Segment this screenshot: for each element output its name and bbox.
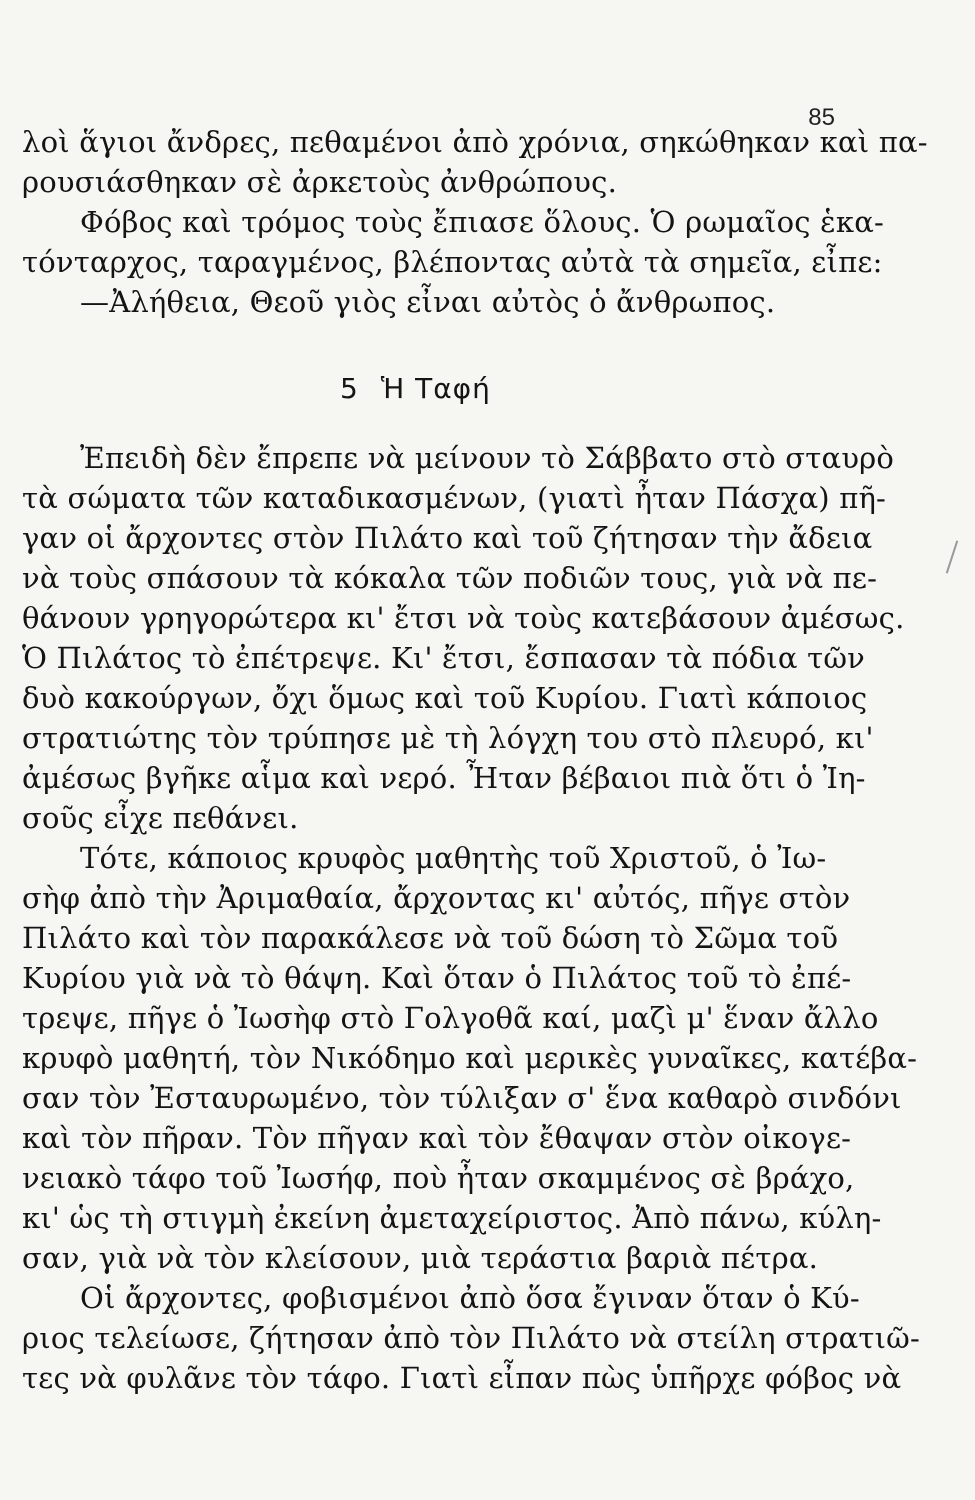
text-line: Ὁ Πιλάτος τὸ ἐπέτρεψε. Κι' ἔτσι, ἔσπασαν τὰ πόδια τῶν	[22, 641, 865, 675]
text-line: —Ἀλήθεια, Θεοῦ γιὸς εἶναι αὐτὸς ὁ ἄνθρωπος.	[80, 285, 776, 319]
text-line: ρουσιάσθηκαν σὲ ἀρκετοὺς ἀνθρώπους.	[22, 165, 618, 199]
text-line: Φόβος καὶ τρόμος τοὺς ἔπιασε ὅλους. Ὁ ρωμαῖος ἑκα-	[80, 205, 884, 239]
text-line: τὰ σώματα τῶν καταδικασμένων, (γιατὶ ἦταν Πάσχα) πῆ-	[22, 481, 887, 515]
text-line: δυὸ κακούργων, ὄχι ὅμως καὶ τοῦ Κυρίου. Γιατὶ κάποιος	[22, 681, 868, 715]
text-line: σαν τὸν Ἐσταυρωμένο, τὸν τύλιξαν σ' ἕνα καθαρὸ σινδόνι	[22, 1081, 902, 1115]
text-line: θάνουν γρηγορώτερα κι' ἔτσι νὰ τοὺς κατεβάσουν ἀμέσως.	[22, 601, 905, 635]
text-line: Τότε, κάποιος κρυφὸς μαθητὴς τοῦ Χριστοῦ, ὁ Ἰω-	[80, 841, 827, 875]
text-line: σοῦς εἶχε πεθάνει.	[22, 801, 299, 835]
page-number: 85	[808, 104, 835, 131]
body-paragraphs	[22, 438, 921, 1398]
text-line: Κυρίου γιὰ νὰ τὸ θάψη. Καὶ ὅταν ὁ Πιλάτος τοῦ τὸ ἐπέ-	[22, 961, 852, 995]
text-line: Οἱ ἄρχοντες, φοβισμένοι ἀπὸ ὅσα ἔγιναν ὅταν ὁ Κύ-	[80, 1281, 860, 1315]
text-line: κρυφὸ μαθητή, τὸν Νικόδημο καὶ μερικὲς γυναῖκες, κατέβα-	[22, 1041, 918, 1075]
text-line: σὴφ ἀπὸ τὴν Ἀριμαθαία, ἄρχοντας κι' αὐτός, πῆγε στὸν	[22, 881, 851, 915]
text-line: λοὶ ἅγιοι ἄνδρες, πεθαμένοι ἀπὸ χρόνια, σηκώθηκαν καὶ πα-	[22, 125, 928, 159]
text-line: κι' ὡς τὴ στιγμὴ ἐκείνη ἀμεταχείριστος. Ἀπὸ πάνω, κύλη-	[22, 1201, 882, 1235]
text-line: τρεψε, πῆγε ὁ Ἰωσὴφ στὸ Γολγοθᾶ καί, μαζὶ μ' ἕναν ἄλλο	[22, 1001, 879, 1035]
section-number: 5	[340, 372, 359, 405]
text-line: νειακὸ τάφο τοῦ Ἰωσήφ, ποὺ ἦταν σκαμμένος σὲ βράχο,	[22, 1161, 855, 1195]
text-line: νὰ τοὺς σπάσουν τὰ κόκαλα τῶν ποδιῶν τους, γιὰ νὰ πε-	[22, 561, 878, 595]
text-line: τόνταρχος, ταραγμένος, βλέποντας αὐτὰ τὰ σημεῖα, εἶπε:	[22, 245, 883, 279]
text-line: ἀμέσως βγῆκε αἷμα καὶ νερό. Ἦταν βέβαιοι πιὰ ὅτι ὁ Ἰη-	[22, 761, 866, 795]
text-line: ριος τελείωσε, ζήτησαν ἀπὸ τὸν Πιλάτο νὰ στείλη στρατιῶ-	[22, 1321, 921, 1355]
text-line: καὶ τὸν πῆραν. Τὸν πῆγαν καὶ τὸν ἔθαψαν στὸν οἰκογε-	[22, 1121, 852, 1155]
text-line: γαν οἱ ἄρχοντες στὸν Πιλάτο καὶ τοῦ ζήτησαν τὴν ἄδεια	[22, 521, 873, 555]
text-line: σαν, γιὰ νὰ τὸν κλείσουν, μιὰ τεράστια βαριὰ πέτρα.	[22, 1241, 819, 1275]
section-title: Ἡ Ταφή	[380, 372, 491, 405]
top-paragraphs	[22, 122, 928, 322]
section-heading	[340, 372, 491, 405]
text-line: Ἐπειδὴ δὲν ἔπρεπε νὰ μείνουν τὸ Σάββατο στὸ σταυρὸ	[80, 441, 895, 475]
text-line: Πιλάτο καὶ τὸν παρακάλεσε νὰ τοῦ δώση τὸ Σῶμα τοῦ	[22, 921, 839, 955]
text-line: στρατιώτης τὸν τρύπησε μὲ τὴ λόγχη του στὸ πλευρό, κι'	[22, 721, 874, 755]
margin-pencil-mark	[946, 541, 958, 574]
text-line: τες νὰ φυλᾶνε τὸν τάφο. Γιατὶ εἶπαν πὼς ὑπῆρχε φόβος νὰ	[22, 1361, 902, 1395]
